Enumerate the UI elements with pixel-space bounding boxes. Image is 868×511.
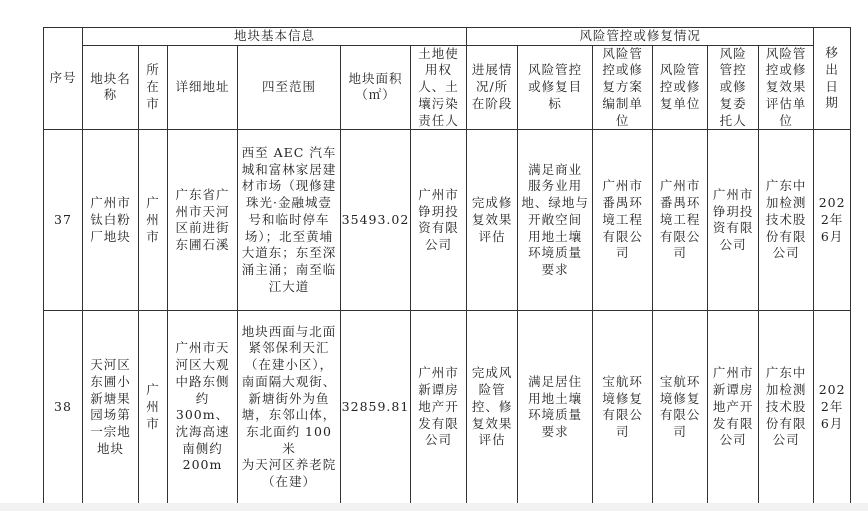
cell-target: 满足居住 用地土壤 环境质量 要求 bbox=[518, 311, 593, 504]
cell-area: 32859.81 bbox=[341, 311, 411, 504]
cell-target: 满足商业 服务业用 地、绿地与 开敞空间 用地土壤 环境质量 要求 bbox=[518, 130, 593, 311]
header-site-name: 地块名 称 bbox=[83, 45, 139, 130]
header-area: 地块面积 （㎡） bbox=[341, 45, 411, 130]
cell-evaluation-unit: 广东中 加检测 技术股 份有限 公司 bbox=[759, 130, 814, 311]
cell-progress: 完成风 险管 控、修 复效果 评估 bbox=[467, 311, 518, 504]
cell-plan-unit: 广州市 番禺环 境工程 有限公 司 bbox=[593, 130, 653, 311]
cell-land-user: 广州市 新谭房 地产开 发有限 公司 bbox=[411, 311, 467, 504]
cell-date: 202 2年 6月 bbox=[814, 311, 851, 504]
site-list-table bbox=[43, 27, 851, 504]
column-header-row bbox=[44, 45, 851, 130]
cell-seq: 37 bbox=[44, 130, 83, 311]
cell-city: 广 州 市 bbox=[139, 311, 168, 504]
header-evaluation-unit: 风险管 控或修 复效果 评估单 位 bbox=[759, 45, 814, 130]
cell-boundaries: 西至 AEC 汽车 城和富林家居建 材市场（现修建 珠光·金融城壹 号和临时停车 场）；北至黄埔 大道东；东至深 涌主涌；南至临 江大道 bbox=[238, 130, 341, 311]
header-land-user: 土地使 用权 人、土 壤污染 责任人 bbox=[411, 45, 467, 130]
cell-address: 广东省广 州市天河 区前进街 东圃石溪 bbox=[168, 130, 238, 311]
cell-date: 202 2年 6月 bbox=[814, 130, 851, 311]
group-header-row bbox=[44, 28, 851, 46]
header-move-out-date: 移 出 日 期 bbox=[814, 28, 851, 130]
table-row bbox=[44, 311, 851, 504]
header-boundaries: 四至范围 bbox=[238, 45, 341, 130]
cell-remediation-unit: 宝航环 境修复 有限公 司 bbox=[653, 311, 708, 504]
cell-site-name: 广州市 钛白粉 厂地块 bbox=[83, 130, 139, 311]
header-remediation-unit: 风险管 控或修 复单位 bbox=[653, 45, 708, 130]
header-progress: 进展情 况/所 在阶段 bbox=[467, 45, 518, 130]
cell-plan-unit: 宝航环 境修复 有限公 司 bbox=[593, 311, 653, 504]
header-seq: 序号 bbox=[44, 28, 83, 130]
cell-seq: 38 bbox=[44, 311, 83, 504]
cell-site-name: 天河区 东圃小 新塘果 园场第 一宗地 地块 bbox=[83, 311, 139, 504]
cell-area: 35493.02 bbox=[341, 130, 411, 311]
cell-remediation-unit: 广州市 番禺环 境工程 有限公 司 bbox=[653, 130, 708, 311]
cell-progress: 完成修 复效果 评估 bbox=[467, 130, 518, 311]
cell-land-user: 广州市 铮玥投 资有限 公司 bbox=[411, 130, 467, 311]
cell-boundaries: 地块西面与北面 紧邻保利天汇 （在建小区）， 南面隔大观街、 新塘街外为鱼 塘，东邻山体， 东北面约 100 米 为天河区养老院 （在建） bbox=[238, 311, 341, 504]
header-city: 所 在 市 bbox=[139, 45, 168, 130]
cell-client: 广州市 铮玥投 资有限 公司 bbox=[708, 130, 759, 311]
cell-address: 广州市天 河区大观 中路东侧 约 300m、 沈海高速 南侧约 200m bbox=[168, 311, 238, 504]
header-group-basic-info: 地块基本信息 bbox=[83, 28, 467, 46]
header-target: 风险管控 或修复目 标 bbox=[518, 45, 593, 130]
header-address: 详细地址 bbox=[168, 45, 238, 130]
cell-evaluation-unit: 广东中 加检测 技术股 份有限 公司 bbox=[759, 311, 814, 504]
page-bottom-margin bbox=[0, 503, 868, 511]
header-client: 风险 管控 或修 复委 托人 bbox=[708, 45, 759, 130]
cell-client: 广州市 新谭房 地产开 发有限 公司 bbox=[708, 311, 759, 504]
cell-city: 广 州 市 bbox=[139, 130, 168, 311]
header-group-risk-control: 风险管控或修复情况 bbox=[467, 28, 814, 46]
table-row bbox=[44, 130, 851, 311]
header-plan-unit: 风险管 控或修 复方案 编制单 位 bbox=[593, 45, 653, 130]
